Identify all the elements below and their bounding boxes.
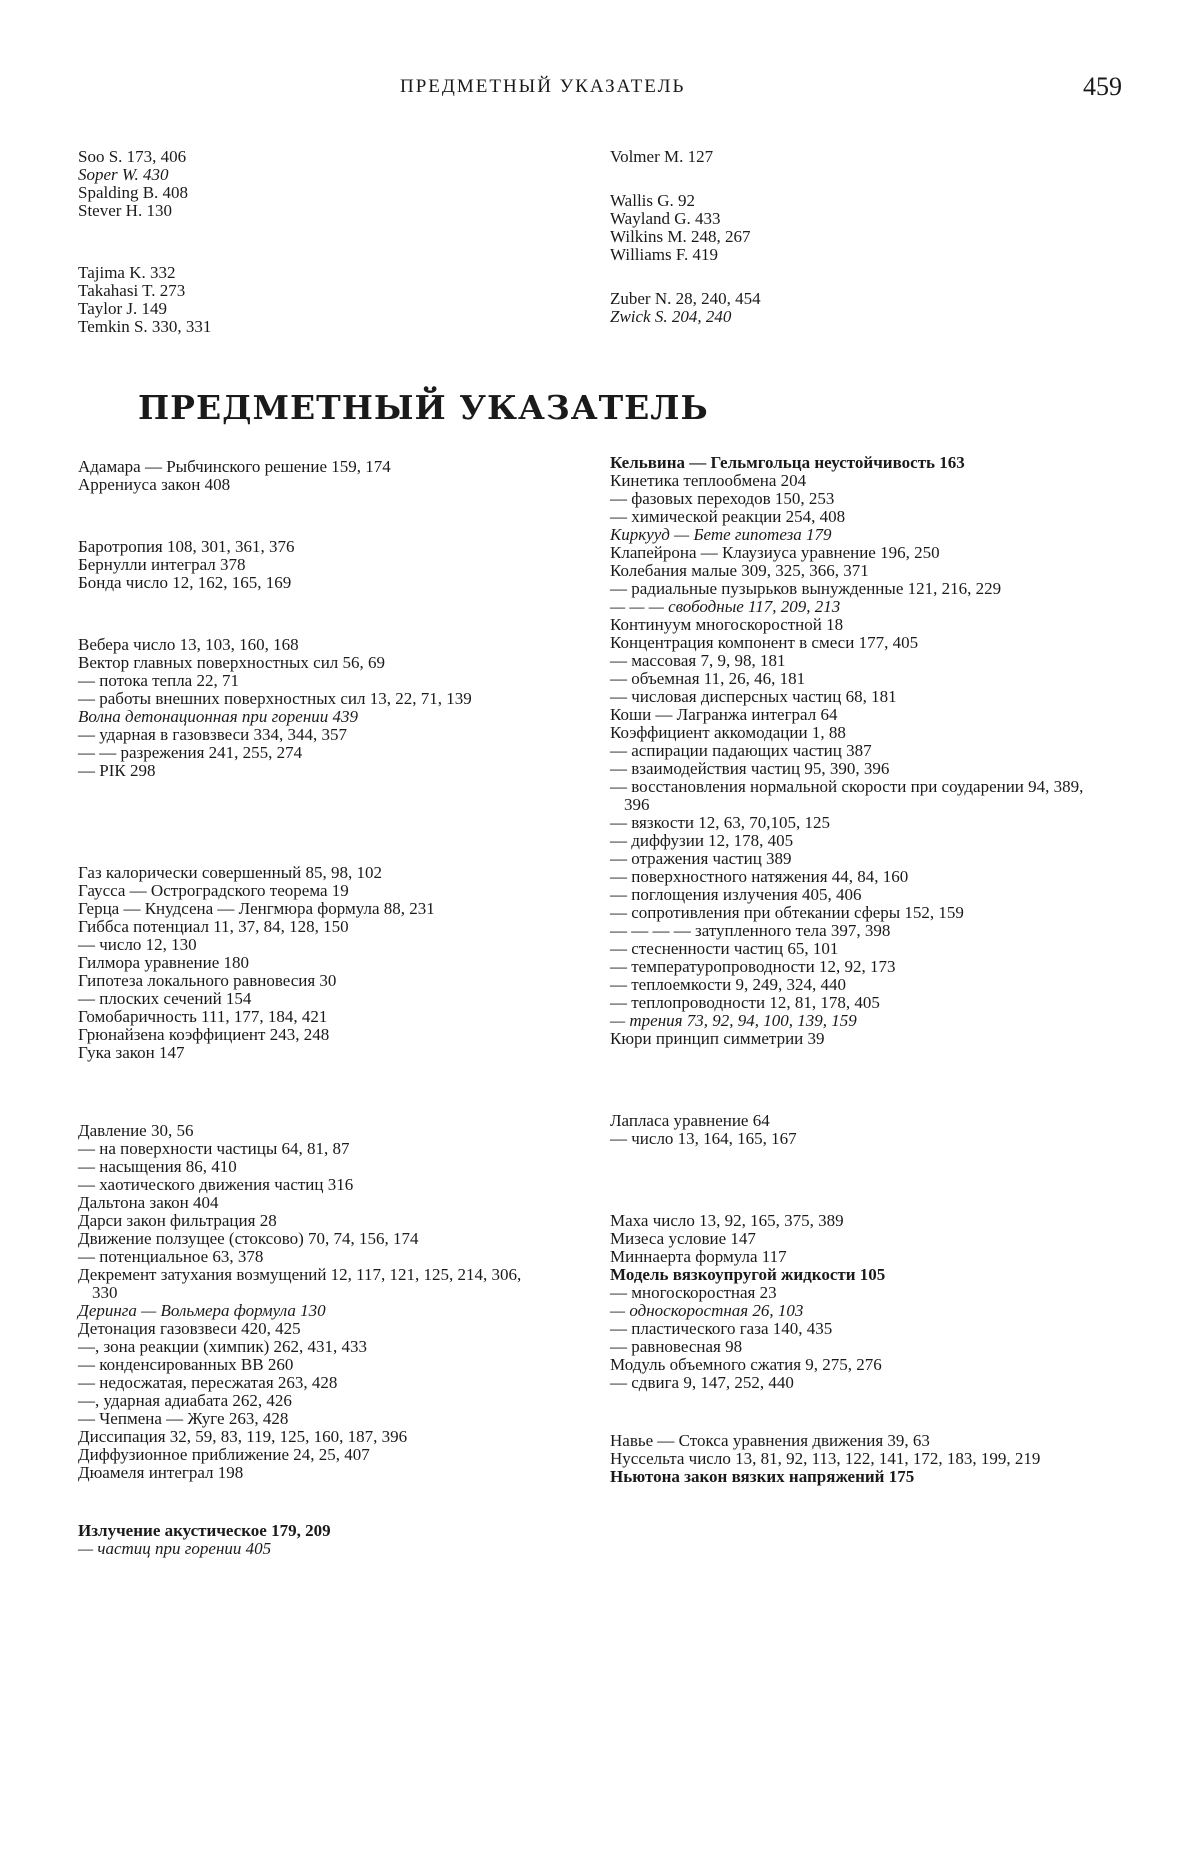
index-entry: Мизеса условие 147: [610, 1229, 756, 1248]
index-entry: Бернулли интеграл 378: [78, 555, 246, 574]
index-entry: Колебания малые 309, 325, 366, 371: [610, 561, 869, 580]
index-entry: — вязкости 12, 63, 70,105, 125: [610, 813, 830, 832]
page-number: 459: [1083, 72, 1122, 101]
group-gap: [610, 264, 1110, 290]
index-entry: Гилмора уравнение 180: [78, 953, 250, 972]
index-entry: Баротропия 108, 301, 361, 376: [78, 537, 295, 556]
index-entry: — РІК 298: [78, 761, 156, 780]
index-entry: Вектор главных поверхностных сил 56, 69: [78, 653, 386, 672]
index-entry: — хаотического движения частиц 316: [78, 1175, 354, 1194]
index-entry: Wallis G. 92: [610, 191, 696, 210]
index-entry: — поглощения излучения 405, 406: [610, 885, 862, 904]
index-entry: Модель вязкоупругой жидкости 105: [610, 1265, 886, 1284]
index-entry: Дюамеля интеграл 198: [78, 1463, 244, 1482]
index-entry: Адамара — Рыбчинского решение 159, 174: [78, 457, 391, 476]
index-entry: — теплоемкости 9, 249, 324, 440: [610, 975, 846, 994]
group-gap: [78, 1482, 538, 1522]
index-entry: — объемная 11, 26, 46, 181: [610, 669, 806, 688]
index-entry: — взаимодействия частиц 95, 390, 396: [610, 759, 890, 778]
index-entry: — многоскоростная 23: [610, 1283, 777, 1302]
index-entry: Кюри принцип симметрии 39: [610, 1029, 825, 1048]
index-entry: Диссипация 32, 59, 83, 119, 125, 160, 187, 396: [78, 1427, 408, 1446]
index-entry: — плоских сечений 154: [78, 989, 252, 1008]
index-entry: Герца — Кнудсена — Ленгмюра формула 88, 231: [78, 899, 435, 918]
index-entry: Вебера число 13, 103, 160, 168: [78, 635, 299, 654]
index-entry: Детонация газовзвеси 420, 425: [78, 1319, 301, 1338]
index-entry: Дарси закон фильтрация 28: [78, 1211, 277, 1230]
index-entry: — работы внешних поверхностных сил 13, 22, 71, 139: [78, 689, 472, 708]
index-entry: Киркууд — Бете гипотеза 179: [610, 525, 832, 544]
index-entry: Грюнайзена коэффициент 243, 248: [78, 1025, 330, 1044]
index-entry: Нуссельта число 13, 81, 92, 113, 122, 141, 172, 183, 199, 219: [610, 1449, 1041, 1468]
index-entry: Континуум многоскоростной 18: [610, 615, 844, 634]
index-entry: — стесненности частиц 65, 101: [610, 939, 839, 958]
index-entry: —, зона реакции (химпик) 262, 431, 433: [78, 1337, 367, 1356]
index-entry: Tajima K. 332: [78, 263, 176, 282]
index-entry: — теплопроводности 12, 81, 178, 405: [610, 993, 880, 1012]
index-entry: Wayland G. 433: [610, 209, 721, 228]
index-entry: — радиальные пузырьков вынужденные 121, 216, 229: [610, 579, 1002, 598]
index-entry: — потока тепла 22, 71: [78, 671, 239, 690]
index-entry: — фазовых переходов 150, 253: [610, 489, 835, 508]
index-entry: Stever H. 130: [78, 201, 172, 220]
index-entry: Гипотеза локального равновесия 30: [78, 971, 337, 990]
index-entry: Лапласа уравнение 64: [610, 1111, 770, 1130]
index-entry: — число 12, 130: [78, 935, 197, 954]
index-entry: Коши — Лагранжа интеграл 64: [610, 705, 838, 724]
index-entry: Spalding B. 408: [78, 183, 189, 202]
index-entry: — сопротивления при обтекании сферы 152, 159: [610, 903, 964, 922]
index-entry: Takahasi T. 273: [78, 281, 186, 300]
index-entry: — массовая 7, 9, 98, 181: [610, 651, 786, 670]
index-entry: — — — — затупленного тела 397, 398: [610, 921, 891, 940]
index-entry: Гиббса потенциал 11, 37, 84, 128, 150: [78, 917, 349, 936]
index-entry: Дальтона закон 404: [78, 1193, 219, 1212]
index-entry: Миннаерта формула 117: [610, 1247, 787, 1266]
index-entry: — односкоростная 26, 103: [610, 1301, 804, 1320]
index-entry: — химической реакции 254, 408: [610, 507, 846, 526]
index-entry: — сдвига 9, 147, 252, 440: [610, 1373, 794, 1392]
index-entry: Temkin S. 330, 331: [78, 317, 212, 336]
index-entry: — недосжатая, пересжатая 263, 428: [78, 1373, 338, 1392]
index-entry: Диффузионное приближение 24, 25, 407: [78, 1445, 370, 1464]
index-entry: Гомобаричность 111, 177, 184, 421: [78, 1007, 328, 1026]
index-entry: — поверхностного натяжения 44, 84, 160: [610, 867, 909, 886]
index-entry: Деринга — Вольмера формула 130: [78, 1301, 326, 1320]
index-entry: — — — свободные 117, 209, 213: [610, 597, 841, 616]
index-entry: Концентрация компонент в смеси 177, 405: [610, 633, 919, 652]
index-entry: — трения 73, 92, 94, 100, 139, 159: [610, 1011, 857, 1030]
index-entry: — числовая дисперсных частиц 68, 181: [610, 687, 897, 706]
index-entry: Кельвина — Гельмгольца неустойчивость 163: [610, 453, 965, 472]
group-gap: [610, 166, 1110, 192]
index-entry: Клапейрона — Клаузиуса уравнение 196, 250: [610, 543, 940, 562]
index-entry: — восстановления нормальной скорости при соударении 94, 389, 396: [610, 777, 1084, 814]
index-entry: Wilkins M. 248, 267: [610, 227, 751, 246]
index-entry: Давление 30, 56: [78, 1121, 194, 1140]
index-entry: Коэффициент аккомодации 1, 88: [610, 723, 846, 742]
index-entry: — аспирации падающих частиц 387: [610, 741, 872, 760]
index-entry: — пластического газа 140, 435: [610, 1319, 833, 1338]
index-entry: Кинетика теплообмена 204: [610, 471, 807, 490]
index-entry: Volmer M. 127: [610, 147, 714, 166]
index-entry: Williams F. 419: [610, 245, 718, 264]
group-gap: [610, 1048, 1110, 1112]
index-entry: — равновесная 98: [610, 1337, 743, 1356]
group-gap: [78, 592, 538, 636]
index-entry: Гука закон 147: [78, 1043, 185, 1062]
index-entry: — насыщения 86, 410: [78, 1157, 237, 1176]
index-entry: — температуропроводности 12, 92, 173: [610, 957, 896, 976]
index-entry: Маха число 13, 92, 165, 375, 389: [610, 1211, 844, 1230]
name-index-right-column: [610, 148, 1110, 326]
index-entry: —, ударная адиабата 262, 426: [78, 1391, 292, 1410]
index-entry: Декремент затухания возмущений 12, 117, 121, 125, 214, 306, 330: [78, 1265, 522, 1302]
group-gap: [78, 1062, 538, 1122]
index-entry: Газ калорически совершенный 85, 98, 102: [78, 863, 382, 882]
section-title: ПРЕДМЕТНЫЙ УКАЗАТЕЛЬ: [138, 388, 709, 427]
index-entry: — ударная в газовзвеси 334, 344, 357: [78, 725, 348, 744]
index-entry: — — разрежения 241, 255, 274: [78, 743, 303, 762]
index-entry: — Чепмена — Жуге 263, 428: [78, 1409, 289, 1428]
index-entry: Гаусса — Остроградского теорема 19: [78, 881, 349, 900]
index-entry: Taylor J. 149: [78, 299, 167, 318]
group-gap: [78, 780, 538, 864]
index-entry: Аррениуса закон 408: [78, 475, 231, 494]
index-entry: — число 13, 164, 165, 167: [610, 1129, 797, 1148]
name-index-left-column: [78, 148, 538, 336]
index-entry: — частиц при горении 405: [78, 1539, 272, 1558]
group-gap: [78, 494, 538, 538]
group-gap: [610, 1392, 1110, 1432]
group-gap: [610, 1148, 1110, 1212]
index-entry: Soper W. 430: [78, 165, 169, 184]
index-entry: Волна детонационная при горении 439: [78, 707, 359, 726]
index-entry: — потенциальное 63, 378: [78, 1247, 264, 1266]
running-title: ПРЕДМЕТНЫЙ УКАЗАТЕЛЬ: [400, 76, 686, 97]
index-entry: Бонда число 12, 162, 165, 169: [78, 573, 292, 592]
index-entry: — конденсированных ВВ 260: [78, 1355, 294, 1374]
index-entry: Излучение акустическое 179, 209: [78, 1521, 331, 1540]
index-entry: — отражения частиц 389: [610, 849, 792, 868]
index-entry: — диффузии 12, 178, 405: [610, 831, 794, 850]
running-head: [0, 72, 1200, 112]
index-entry: Модуль объемного сжатия 9, 275, 276: [610, 1355, 882, 1374]
index-entry: Soo S. 173, 406: [78, 147, 187, 166]
index-entry: — на поверхности частицы 64, 81, 87: [78, 1139, 350, 1158]
index-entry: Навье — Стокса уравнения движения 39, 63: [610, 1431, 930, 1450]
index-entry: Zuber N. 28, 240, 454: [610, 289, 761, 308]
index-entry: Движение ползущее (стоксово) 70, 74, 156, 174: [78, 1229, 419, 1248]
index-entry: Zwick S. 204, 240: [610, 307, 732, 326]
subject-index-left-column: [78, 458, 538, 1558]
subject-index-right-column: [610, 454, 1110, 1486]
index-entry: Ньютона закон вязких напряжений 175: [610, 1467, 915, 1486]
group-gap: [78, 220, 538, 264]
